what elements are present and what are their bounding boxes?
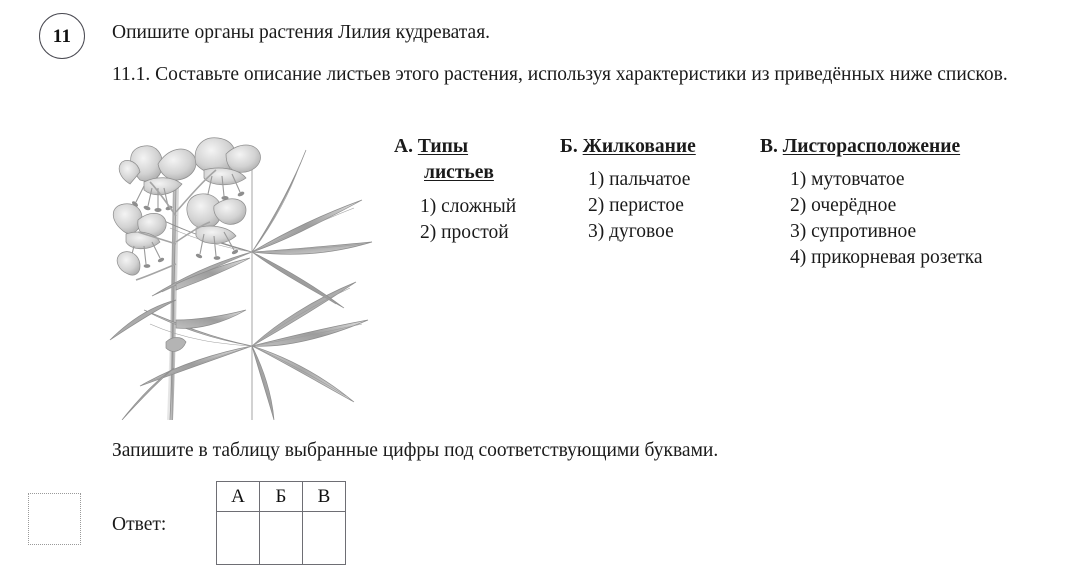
option-item[interactable]: 2) перистое xyxy=(588,195,684,216)
answer-instruction: Запишите в таблицу выбранные цифры под соответствующими буквами. xyxy=(112,440,719,461)
option-column-a-title-line2: листьев xyxy=(424,162,494,183)
option-item[interactable]: 1) сложный xyxy=(420,196,517,217)
option-item[interactable]: 3) дуговое xyxy=(588,221,674,242)
option-column-b-heading xyxy=(560,134,760,160)
option-column-b xyxy=(560,134,760,245)
option-item[interactable]: 4) прикорневая розетка xyxy=(790,247,983,268)
task-title: Опишите органы растения Лилия кудреватая. xyxy=(112,22,491,43)
option-column-b-letter: Б. xyxy=(560,136,578,157)
answer-table xyxy=(216,481,346,565)
option-column-a-heading xyxy=(394,134,564,186)
table-header-row xyxy=(217,482,346,512)
answer-input-cell[interactable] xyxy=(303,512,346,565)
option-column-v xyxy=(760,134,1070,271)
option-item[interactable]: 3) супротивное xyxy=(790,221,917,242)
option-column-b-title: Жилкование xyxy=(582,136,696,157)
answer-input-cell[interactable] xyxy=(260,512,303,565)
answer-input-cell[interactable] xyxy=(217,512,260,565)
answer-header-cell: В xyxy=(303,482,346,512)
grader-score-box[interactable] xyxy=(28,493,81,545)
answer-label: Ответ: xyxy=(112,514,167,535)
option-column-a-letter: А. xyxy=(394,136,413,157)
option-column-a-title: Типы xyxy=(417,136,469,157)
task-number-label: 11 xyxy=(52,25,72,47)
option-list-v xyxy=(790,167,1070,271)
option-item[interactable]: 2) простой xyxy=(420,222,509,243)
option-item[interactable]: 1) мутовчатое xyxy=(790,169,905,190)
option-column-v-heading xyxy=(760,134,1070,160)
option-list-a xyxy=(420,194,564,246)
option-list-b xyxy=(588,167,760,245)
answer-header-cell: Б xyxy=(260,482,303,512)
option-item[interactable]: 1) пальчатое xyxy=(588,169,691,190)
option-item[interactable]: 2) очерёдное xyxy=(790,195,897,216)
subtask-instruction: 11.1. Составьте описание листьев этого растения, используя характеристики из приведённых ниже списков. xyxy=(112,64,1008,85)
table-row xyxy=(217,512,346,565)
answer-header-cell: А xyxy=(217,482,260,512)
option-column-v-letter: В. xyxy=(760,136,778,157)
option-column-a xyxy=(394,134,564,246)
option-column-v-title: Листорасположение xyxy=(782,136,961,157)
